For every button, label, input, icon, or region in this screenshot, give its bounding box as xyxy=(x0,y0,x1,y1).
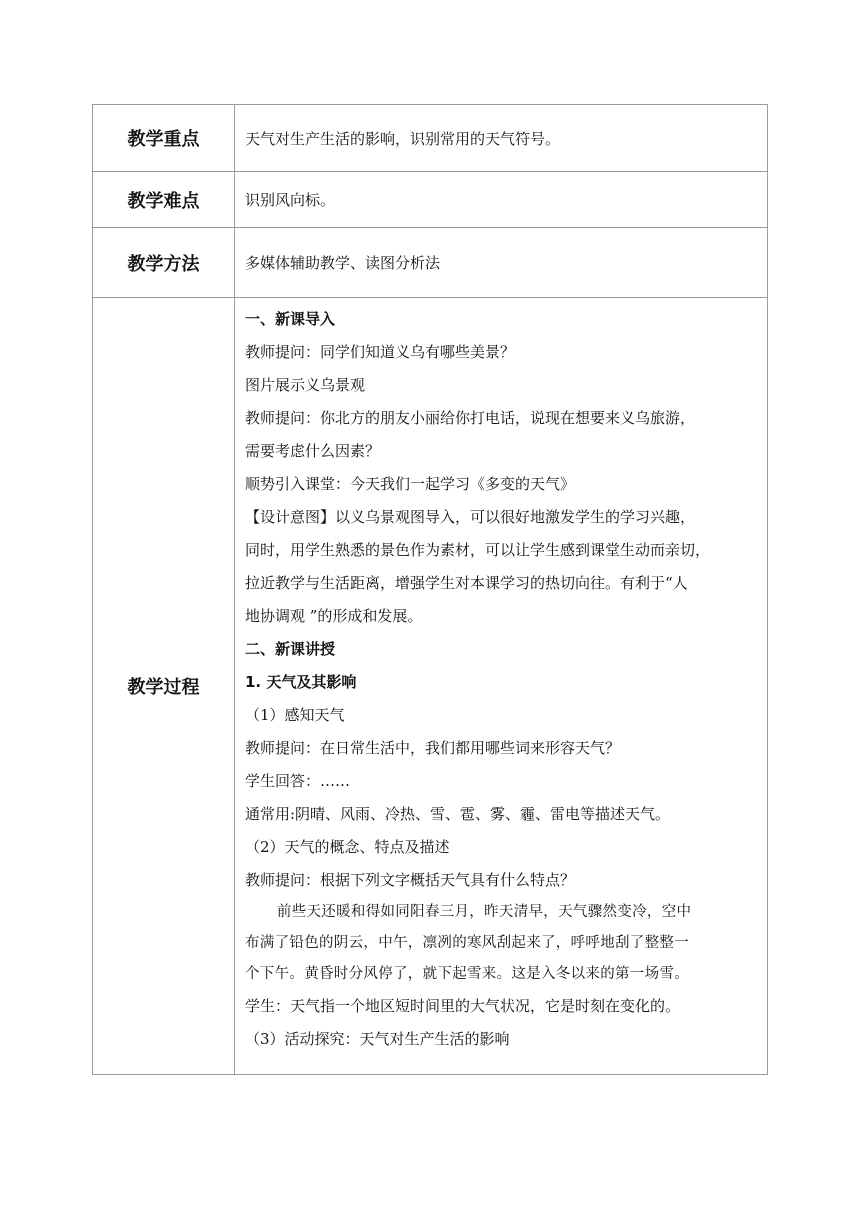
process-line: 同时，用学生熟悉的景色作为素材，可以让学生感到课堂生动而亲切， xyxy=(245,541,711,559)
row-content-teaching-focus: 天气对生产生活的影响，识别常用的天气符号。 xyxy=(235,105,768,172)
row-content-teaching-difficulty: 识别风向标。 xyxy=(235,172,768,228)
table-row xyxy=(93,228,768,298)
row-label-teaching-difficulty: 教学难点 xyxy=(93,172,235,228)
row-label-teaching-focus: 教学重点 xyxy=(93,105,235,172)
passage-line: 布满了铅色的阴云，中午，凛冽的寒风刮起来了，呼呼地刮了整整一 xyxy=(245,935,689,951)
section-heading-lecture: 二、新课讲授 xyxy=(245,640,336,658)
passage-line: 个下午。黄昏时分风停了，就下起雪来。这是入冬以来的第一场雪。 xyxy=(245,966,689,982)
process-line: 拉近教学与生活距离，增强学生对本课学习的热切向往。有利于“人 xyxy=(245,574,688,592)
subsection-heading-weather: 1. 天气及其影响 xyxy=(245,673,357,691)
process-line: 教师提问：你北方的朋友小丽给你打电话，说现在想要来义乌旅游， xyxy=(245,409,696,427)
process-line: （2）天气的概念、特点及描述 xyxy=(245,838,450,856)
row-label-teaching-method: 教学方法 xyxy=(93,228,235,298)
table-row xyxy=(93,172,768,228)
lesson-plan-table xyxy=(92,104,768,1075)
process-line: 教师提问：同学们知道义乌有哪些美景？ xyxy=(245,343,516,361)
process-line: 顺势引入课堂：今天我们一起学习《多变的天气》 xyxy=(245,475,576,493)
process-line: （1）感知天气 xyxy=(245,706,345,724)
process-line: 学生：天气指一个地区短时间里的大气状况，它是时刻在变化的。 xyxy=(245,997,681,1015)
row-label-teaching-process: 教学过程 xyxy=(93,298,235,1075)
process-line: 通常用:阴晴、风雨、冷热、雪、雹、雾、霾、雷电等描述天气。 xyxy=(245,805,671,823)
row-content-teaching-method: 多媒体辅助教学、读图分析法 xyxy=(235,228,768,298)
process-line: 图片展示义乌景观 xyxy=(245,376,366,394)
process-line: 需要考虑什么因素？ xyxy=(245,442,381,460)
passage-line: 前些天还暖和得如同阳春三月，昨天清早，天气骤然变冷，空中 xyxy=(276,904,692,920)
teaching-process-content xyxy=(235,298,768,1075)
process-line: （3）活动探究：天气对生产生活的影响 xyxy=(245,1030,510,1048)
table-row xyxy=(93,105,768,172)
process-line: 教师提问：在日常生活中，我们都用哪些词来形容天气？ xyxy=(245,739,621,757)
process-line: 【设计意图】以义乌景观图导入，可以很好地激发学生的学习兴趣， xyxy=(245,508,696,526)
table-row xyxy=(93,298,768,1075)
section-heading-intro: 一、新课导入 xyxy=(245,310,336,328)
process-line: 学生回答：…… xyxy=(245,772,351,790)
process-line: 地协调观 ”的形成和发展。 xyxy=(245,607,423,625)
process-line: 教师提问：根据下列文字概括天气具有什么特点？ xyxy=(245,871,576,889)
